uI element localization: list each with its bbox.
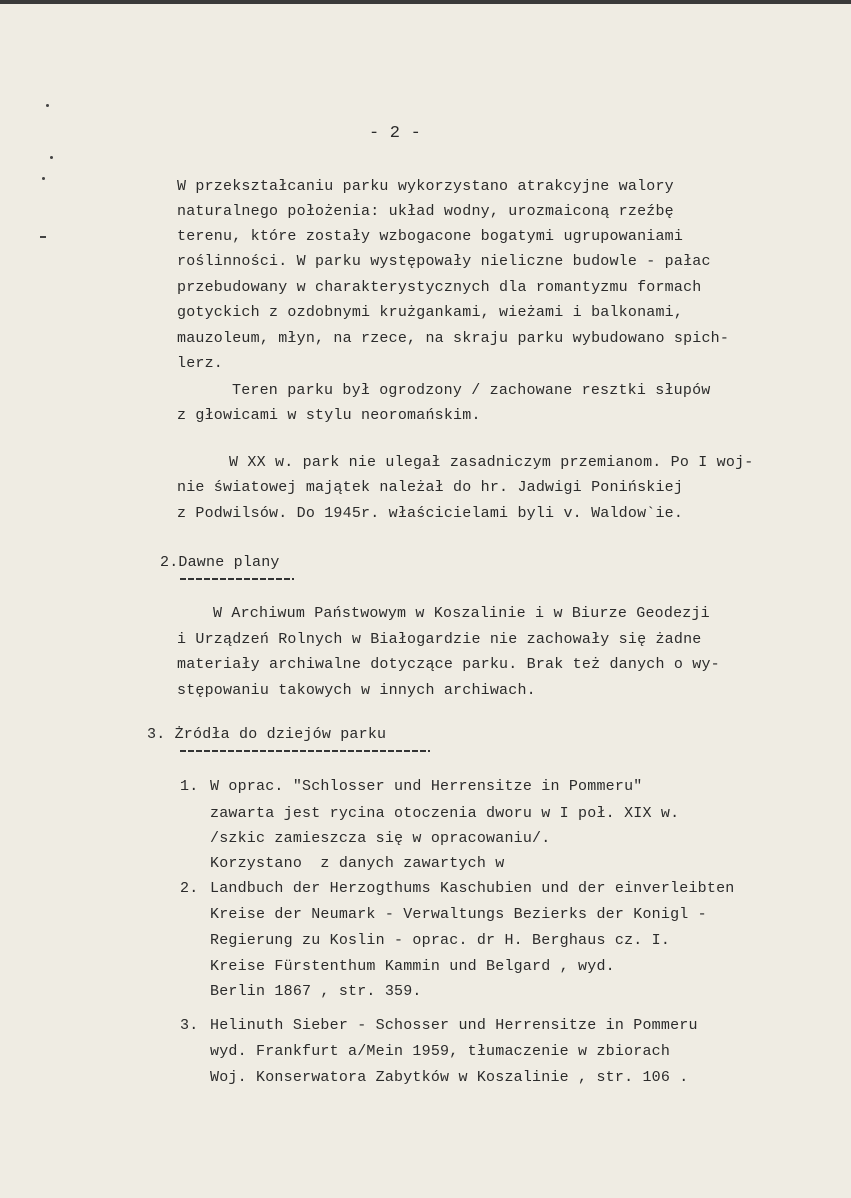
section-heading: 3. Żródła do dziejów parku: [147, 726, 387, 743]
source-line: zawarta jest rycina otoczenia dworu w I poł. XIX w.: [210, 805, 680, 822]
source-number: 2.: [180, 880, 199, 897]
source-line: Helinuth Sieber - Schosser und Herrensitze in Pommeru: [210, 1017, 698, 1034]
paragraph-line: W Archiwum Państwowym w Koszalinie i w Biurze Geodezji: [213, 605, 710, 622]
source-line: W oprac. "Schlosser und Herrensitze in Pommeru": [210, 778, 643, 795]
scan-top-edge: [0, 0, 851, 4]
paragraph-line: Teren parku był ogrodzony / zachowane resztki słupów: [232, 382, 711, 399]
paragraph-line: przebudowany w charakterystycznych dla romantyzmu formach: [177, 279, 702, 296]
paragraph-line: mauzoleum, młyn, na rzece, na skraju parku wybudowano spich-: [177, 330, 730, 347]
binding-mark: [50, 156, 53, 159]
source-line: Korzystano z danych zawartych w: [210, 855, 505, 872]
paragraph-line: lerz.: [177, 355, 224, 372]
paragraph-line: terenu, które zostały wzbogacone bogatymi ugrupowaniami: [177, 228, 684, 245]
source-line: wyd. Frankfurt a/Mein 1959, tłumaczenie w zbiorach: [210, 1043, 671, 1060]
source-line: Berlin 1867 , str. 359.: [210, 983, 422, 1000]
heading-underline: [180, 578, 294, 580]
binding-mark: [46, 104, 49, 107]
heading-underline: [180, 750, 430, 752]
paragraph-line: materiały archiwalne dotyczące parku. Brak też danych o wy-: [177, 656, 720, 673]
source-line: Kreise der Neumark - Verwaltungs Bezierks der Konigl -: [210, 906, 707, 923]
paragraph-line: z Podwilsów. Do 1945r. właścicielami byli v. Waldow`ie.: [177, 505, 684, 522]
paragraph-line: stępowaniu takowych w innych archiwach.: [177, 682, 536, 699]
binding-mark: [40, 236, 46, 238]
section-heading: 2.Dawne plany: [160, 554, 280, 571]
paragraph-line: roślinności. W parku występowały nieliczne budowle - pałac: [177, 253, 711, 270]
paragraph-line: gotyckich z ozdobnymi krużgankami, wieżami i balkonami,: [177, 304, 684, 321]
page-number: - 2 -: [369, 124, 422, 143]
paragraph-line: W XX w. park nie ulegał zasadniczym przemianom. Po I woj-: [229, 454, 754, 471]
source-number: 1.: [180, 778, 199, 795]
paragraph-line: naturalnego położenia: układ wodny, urozmaiconą rzeźbę: [177, 203, 674, 220]
binding-mark: [42, 177, 45, 180]
source-line: Woj. Konserwatora Zabytków w Koszalinie , str. 106 .: [210, 1069, 689, 1086]
paragraph-line: z głowicami w stylu neoromańskim.: [177, 407, 481, 424]
source-line: Regierung zu Koslin - oprac. dr H. Berghaus cz. I.: [210, 932, 671, 949]
source-line: /szkic zamieszcza się w opracowaniu/.: [210, 830, 551, 847]
paragraph-line: nie światowej majątek należał do hr. Jadwigi Ponińskiej: [177, 479, 684, 496]
source-line: Kreise Fürstenthum Kammin und Belgard , wyd.: [210, 958, 615, 975]
source-number: 3.: [180, 1017, 199, 1034]
paragraph-line: i Urządzeń Rolnych w Białogardzie nie zachowały się żadne: [177, 631, 702, 648]
paragraph-line: W przekształcaniu parku wykorzystano atrakcyjne walory: [177, 178, 674, 195]
source-line: Landbuch der Herzogthums Kaschubien und der einverleibten: [210, 880, 735, 897]
